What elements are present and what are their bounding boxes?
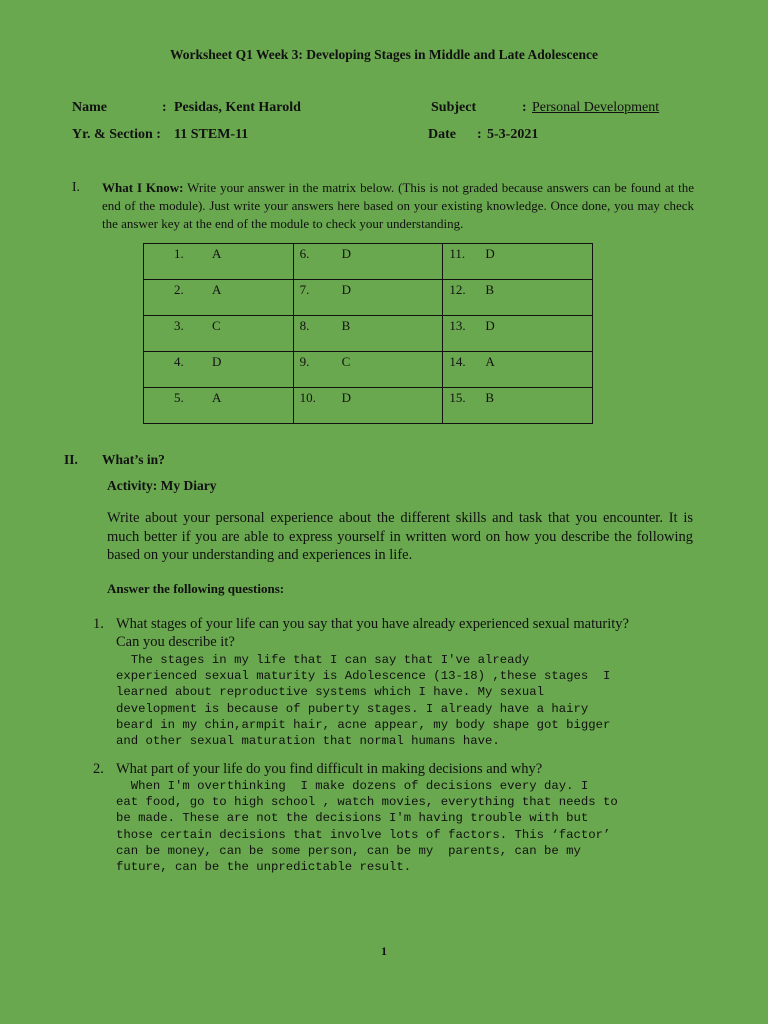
item-number: 11.: [449, 246, 466, 261]
subject-label: Subject: [431, 100, 477, 115]
item-answer: C: [212, 318, 221, 333]
item-number: 12.: [449, 282, 466, 297]
answer-2: [116, 778, 618, 875]
answer-line: When I'm overthinking I make dozens of decisions every day. I: [116, 779, 589, 793]
answer-heading: Answer the following questions:: [107, 581, 285, 596]
section-2-number: II.: [64, 452, 78, 467]
subject-separator: :: [522, 100, 527, 115]
item-answer: A: [485, 354, 495, 369]
item-answer: A: [212, 282, 222, 297]
matrix-cell: [293, 388, 443, 424]
worksheet-title: Worksheet Q1 Week 3: Developing Stages in Middle and Late Adolescence: [170, 47, 598, 62]
item-number: 10.: [299, 390, 316, 405]
matrix-cell: [293, 244, 443, 280]
date-value: 5-3-2021: [487, 127, 539, 142]
matrix-cell: [144, 316, 294, 352]
section-1-number: I.: [72, 179, 80, 194]
item-answer: D: [341, 390, 352, 405]
name-label: Name: [72, 100, 107, 115]
section-2-heading: What’s in?: [102, 452, 165, 467]
matrix-cell: [144, 388, 294, 424]
answer-line: be made. These are not the decisions I'm having trouble with but: [116, 811, 589, 826]
matrix-row: [144, 244, 593, 280]
matrix-cell: [443, 316, 593, 352]
name-value: Pesidas, Kent Harold: [174, 100, 301, 115]
question-1-number: 1.: [93, 616, 104, 632]
page-number: 1: [381, 944, 387, 958]
item-number: 4.: [174, 354, 184, 369]
date-separator: :: [477, 127, 482, 142]
item-answer: D: [485, 318, 495, 333]
item-answer: B: [485, 282, 494, 297]
matrix-row: [144, 280, 593, 316]
answer-line: experienced sexual maturity is Adolescence (13-18) ,these stages I: [116, 669, 611, 684]
answer-line: beard in my chin,armpit hair, acne appear, my body shape got bigger: [116, 717, 611, 732]
item-answer: B: [341, 318, 351, 333]
item-number: 15.: [449, 390, 466, 405]
name-separator: :: [162, 100, 167, 115]
answer-line: those certain decisions that involve lots of factors. This ‘factor’: [116, 827, 611, 842]
item-number: 6.: [299, 246, 310, 261]
answer-1: [116, 652, 610, 749]
item-answer: D: [341, 282, 352, 297]
section-1-heading: What I Know:: [102, 180, 184, 195]
matrix-row: [144, 388, 593, 424]
item-number: 8.: [299, 318, 310, 333]
item-number: 1.: [174, 246, 184, 261]
matrix-cell: [144, 244, 294, 280]
answer-matrix: [143, 243, 593, 424]
section-label: Yr. & Section :: [72, 127, 161, 142]
item-answer: B: [485, 390, 494, 405]
answer-line: can be money, can be some person, can be my parents, can be my: [116, 843, 581, 858]
answer-line: learned about reproductive systems which I have. My sexual: [116, 685, 545, 700]
item-answer: D: [212, 354, 222, 369]
question-1-line-2: Can you describe it?: [116, 634, 235, 650]
question-2-number: 2.: [93, 761, 104, 777]
matrix-cell: [443, 388, 593, 424]
item-number: 7.: [299, 282, 310, 297]
item-number: 9.: [299, 354, 310, 369]
activity-title: Activity: My Diary: [107, 478, 217, 493]
matrix-cell: [293, 352, 443, 388]
matrix-cell: [443, 280, 593, 316]
answer-line: development is because of puberty stages. I already have a hairy: [116, 701, 589, 716]
answer-line: The stages in my life that I can say that I've already: [116, 653, 530, 667]
item-answer: A: [212, 390, 222, 405]
item-number: 3.: [174, 318, 184, 333]
answer-line: and other sexual maturation that normal humans have.: [116, 734, 500, 749]
answer-line: future, can be the unpredictable result.: [116, 860, 412, 875]
section-value: 11 STEM-11: [174, 127, 249, 142]
item-answer: A: [212, 246, 222, 261]
item-number: 13.: [449, 318, 466, 333]
date-label: Date: [428, 127, 456, 142]
matrix-cell: [443, 352, 593, 388]
item-answer: D: [485, 246, 495, 261]
item-answer: D: [341, 246, 352, 261]
matrix-cell: [144, 352, 294, 388]
matrix-row: [144, 316, 593, 352]
matrix-cell: [293, 316, 443, 352]
matrix-cell: [293, 280, 443, 316]
item-number: 14.: [449, 354, 466, 369]
answer-line: eat food, go to high school , watch movies, everything that needs to: [116, 795, 618, 810]
activity-instructions: Write about your personal experience about the different skills and task that you encounter. It is much better if you are able to express yourself in written word on how you describe the following based on your understanding and experiences in life.: [107, 510, 693, 563]
item-number: 5.: [174, 390, 184, 405]
question-1-line-1: What stages of your life can you say that you have already experienced sexual maturity?: [116, 616, 629, 632]
matrix-cell: [443, 244, 593, 280]
matrix-cell: [144, 280, 294, 316]
section-1-text: Write your answer in the matrix below. (This is not graded because answers can be found at the end of the module). Just write your answers here based on your existing knowledge. Once done, you may check the answer key at the end of the module to check your understanding.: [102, 180, 694, 231]
item-number: 2.: [174, 282, 184, 297]
section-1-intro: [102, 179, 694, 233]
matrix-row: [144, 352, 593, 388]
item-answer: C: [341, 354, 351, 369]
question-2-line-1: What part of your life do you find difficult in making decisions and why?: [116, 761, 543, 777]
subject-value: Personal Development: [532, 100, 660, 115]
